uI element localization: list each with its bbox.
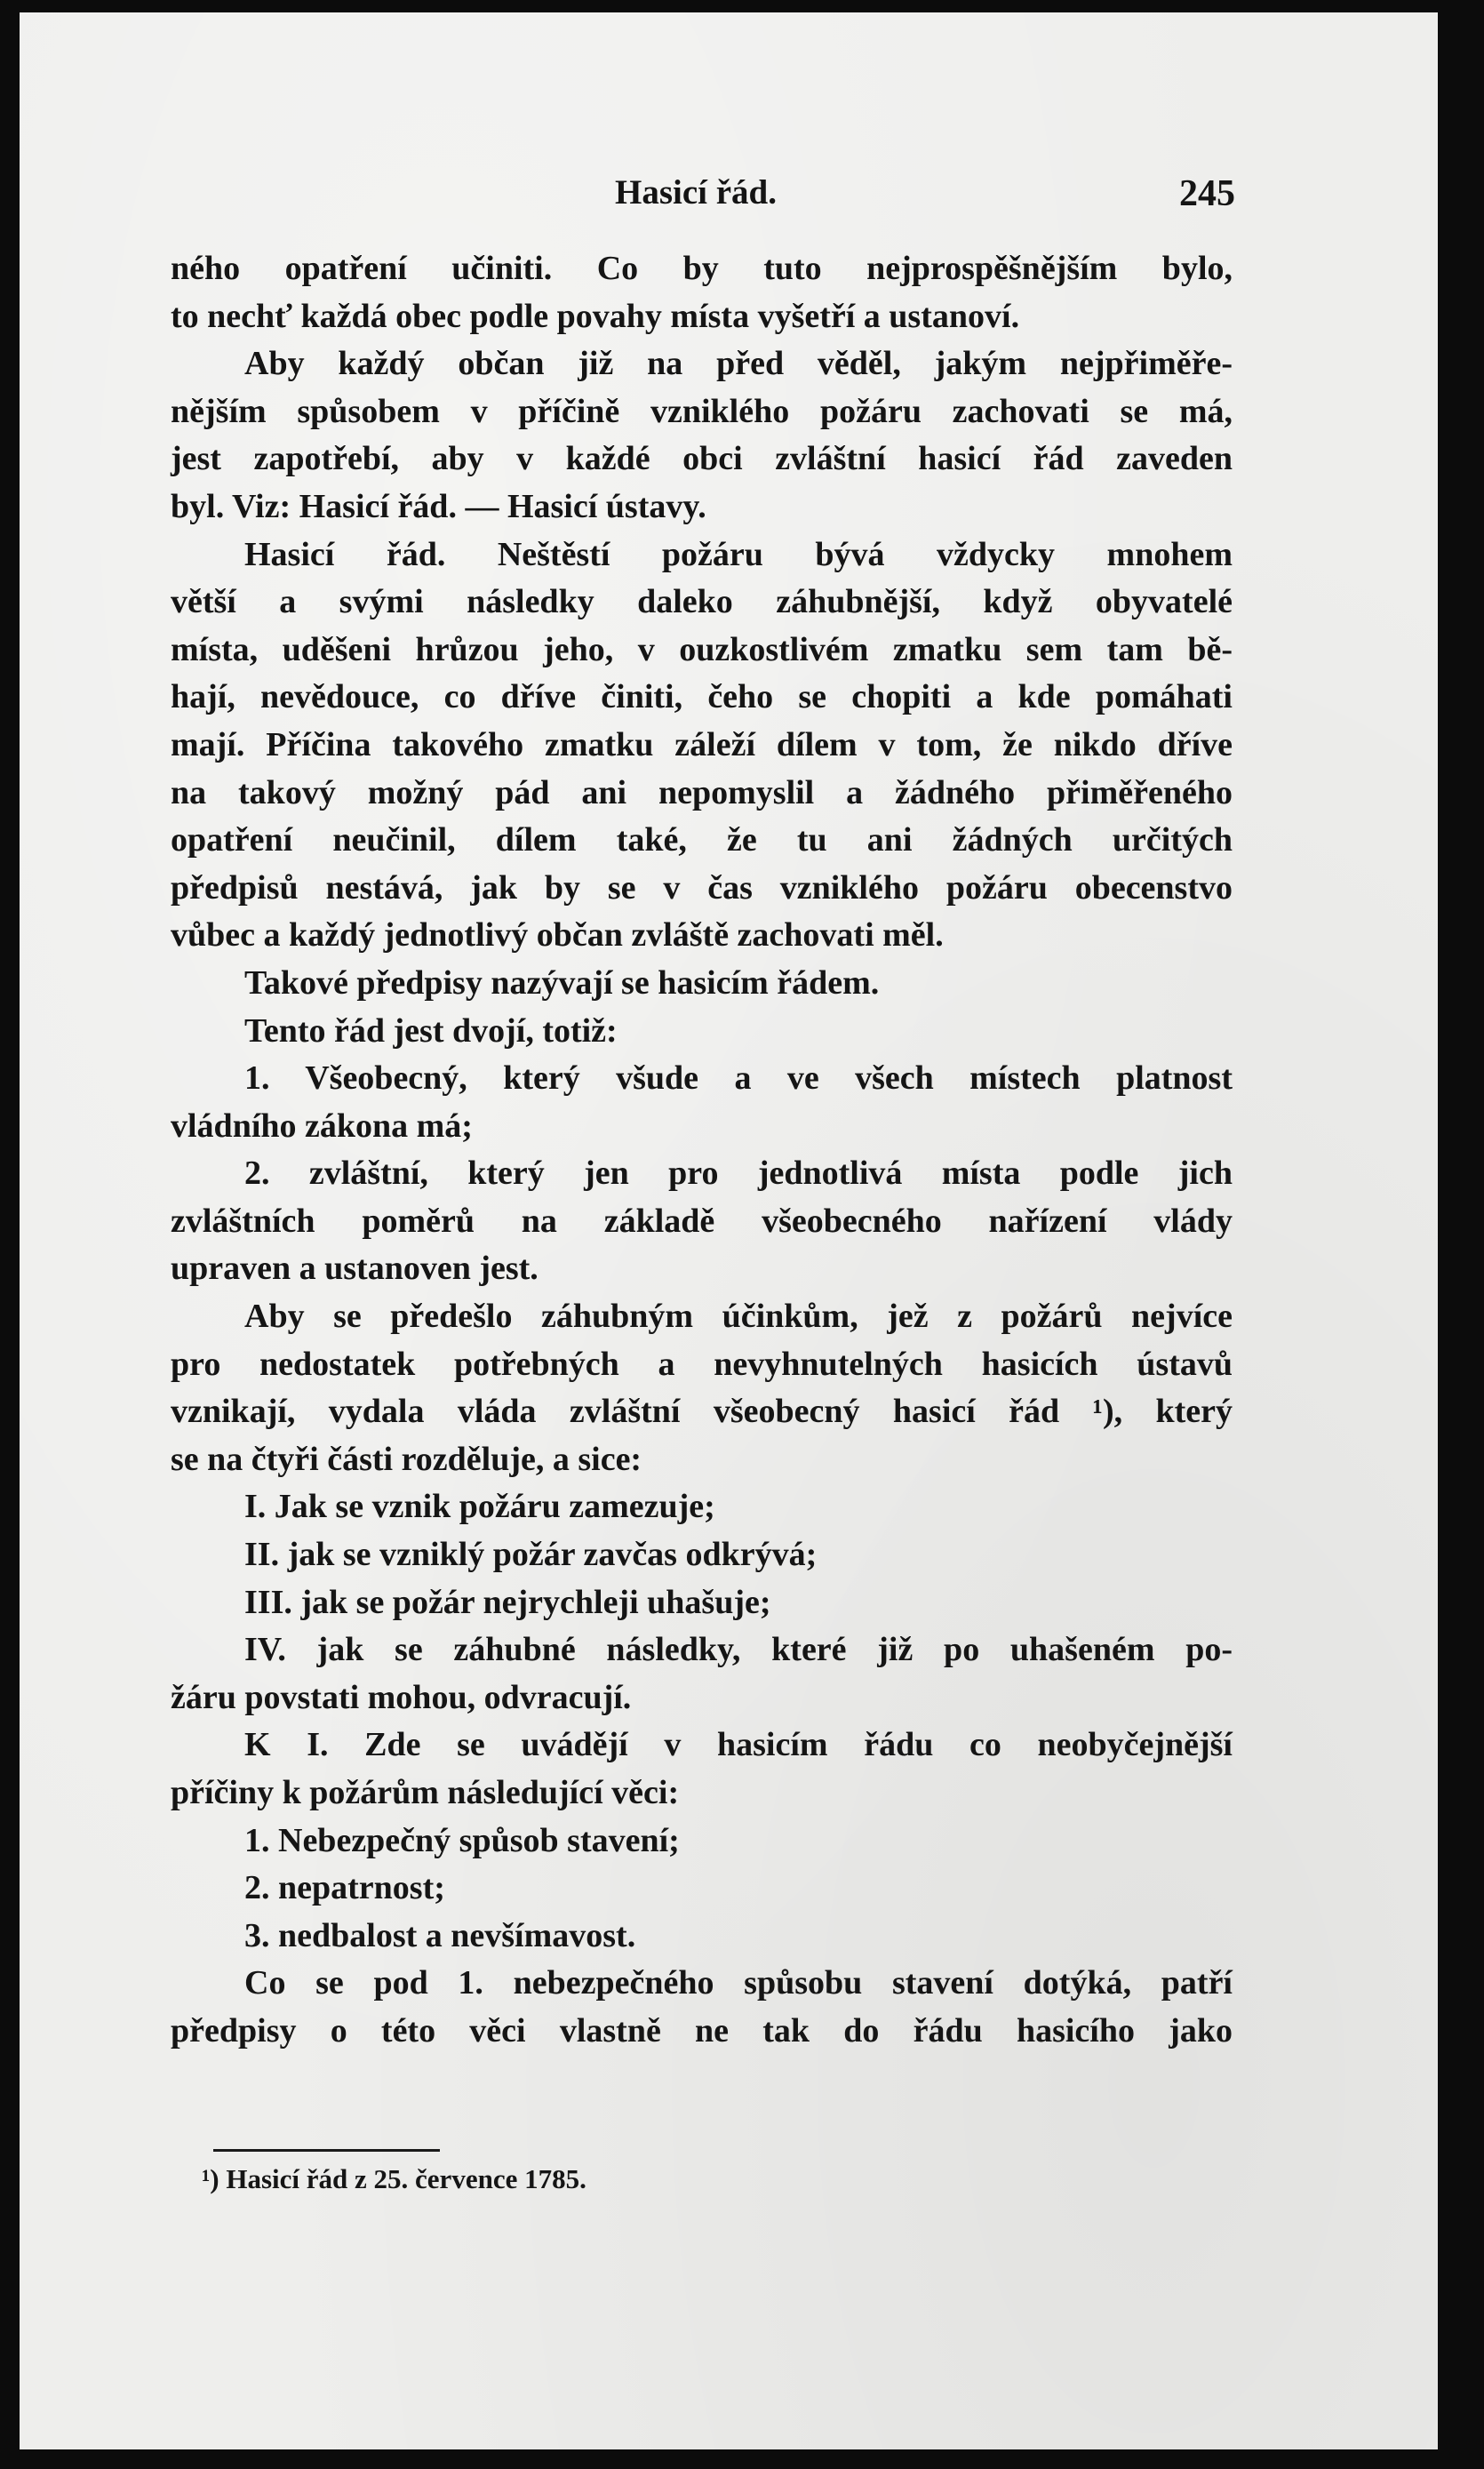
text-line: zvláštních poměrů na základě všeobecného nařízení vlády	[171, 1202, 1233, 1240]
footnote: ¹) Hasicí řád z 25. července 1785.	[202, 2163, 586, 2194]
text-line: příčiny k požárům následující věci:	[171, 1774, 680, 1811]
text-line: Aby každý občan již na před věděl, jakým nejpřiměře-	[244, 345, 1233, 383]
text-line: Aby se předešlo záhubným účinkům, jež z požárů nejvíce	[244, 1298, 1233, 1336]
text-line: na takový možný pád ani nepomyslil a žádného přiměřeného	[171, 773, 1233, 811]
text-line: 1. Všeobecný, který všude a ve všech místech platnost	[244, 1059, 1233, 1098]
text-line: byl. Viz: Hasicí řád. — Hasicí ústavy.	[171, 487, 706, 525]
text-line: žáru povstati mohou, odvracují.	[171, 1678, 632, 1716]
page-number: 245	[1179, 173, 1235, 214]
text-line: místa, uděšeni hrůzou jeho, v ouzkostlivém zmatku sem tam bě-	[171, 630, 1233, 668]
header-title: Hasicí řád.	[615, 173, 777, 212]
text-line: vládního zákona má;	[171, 1107, 473, 1145]
text-line: 3. nedbalost a nevšímavost.	[244, 1916, 636, 1954]
text-line: opatření neučinil, dílem také, že tu ani žádných určitých	[171, 821, 1233, 859]
text-line: IV. jak se záhubné následky, které již po uhašeném po-	[244, 1631, 1233, 1669]
text-line: jest zapotřebí, aby v každé obci zvláštní hasicí řád zaveden	[171, 440, 1233, 478]
text-line: předpisů nestává, jak by se v čas vzniklého požáru obecenstvo	[171, 868, 1233, 907]
text-line: hají, nevědouce, co dříve činiti, čeho se chopiti a kde pomáhati	[171, 678, 1233, 716]
text-line: Takové předpisy nazývají se hasicím řádem.	[244, 963, 880, 1002]
text-line: III. jak se požár nejrychleji uhašuje;	[244, 1583, 771, 1621]
text-line: Co se pod 1. nebezpečného spůsobu stavení dotýká, patří	[244, 1964, 1233, 2002]
text-line: větší a svými následky daleko záhubnější, když obyvatelé	[171, 583, 1233, 621]
text-line: 2. zvláštní, který jen pro jednotlivá místa podle jich	[244, 1155, 1233, 1193]
text-line: vůbec a každý jednotlivý občan zvláště zachovati měl.	[171, 916, 944, 955]
text-line: ného opatření učiniti. Co by tuto nejprospěšnějším bylo,	[171, 250, 1233, 287]
text-line: to nechť každá obec podle povahy místa vyšetří a ustanoví.	[171, 297, 1020, 335]
text-line: 1. Nebezpečný spůsob stavení;	[244, 1821, 680, 1859]
footnote-rule	[213, 2149, 440, 2152]
text-line: se na čtyři části rozděluje, a sice:	[171, 1440, 642, 1478]
text-line: K I. Zde se uvádějí v hasicím řádu co neobyčejnější	[244, 1726, 1233, 1764]
text-line: předpisy o této věci vlastně ne tak do řádu hasicího jako	[171, 2011, 1233, 2050]
text-line: pro nedostatek potřebných a nevyhnutelných hasicích ústavů	[171, 1345, 1233, 1383]
text-line: nějším spůsobem v příčině vzniklého požáru zachovati se má,	[171, 392, 1233, 430]
text-line: upraven a ustanoven jest.	[171, 1250, 539, 1288]
text-line: Tento řád jest dvojí, totiž:	[244, 1011, 618, 1050]
text-line: Hasicí řád. Neštěstí požáru bývá vždycky mnohem	[244, 535, 1233, 573]
body-text	[171, 245, 1233, 2056]
running-header	[169, 172, 1235, 226]
text-line: vznikají, vydala vláda zvláštní všeobecný hasicí řád ¹), který	[171, 1393, 1233, 1431]
text-line: II. jak se vzniklý požár zavčas odkrývá;	[244, 1536, 818, 1574]
text-line: 2. nepatrnost;	[244, 1869, 445, 1907]
text-line: mají. Příčina takového zmatku záleží dílem v tom, že nikdo dříve	[171, 725, 1233, 763]
book-page	[20, 12, 1438, 2449]
text-line: I. Jak se vznik požáru zamezuje;	[244, 1488, 715, 1526]
